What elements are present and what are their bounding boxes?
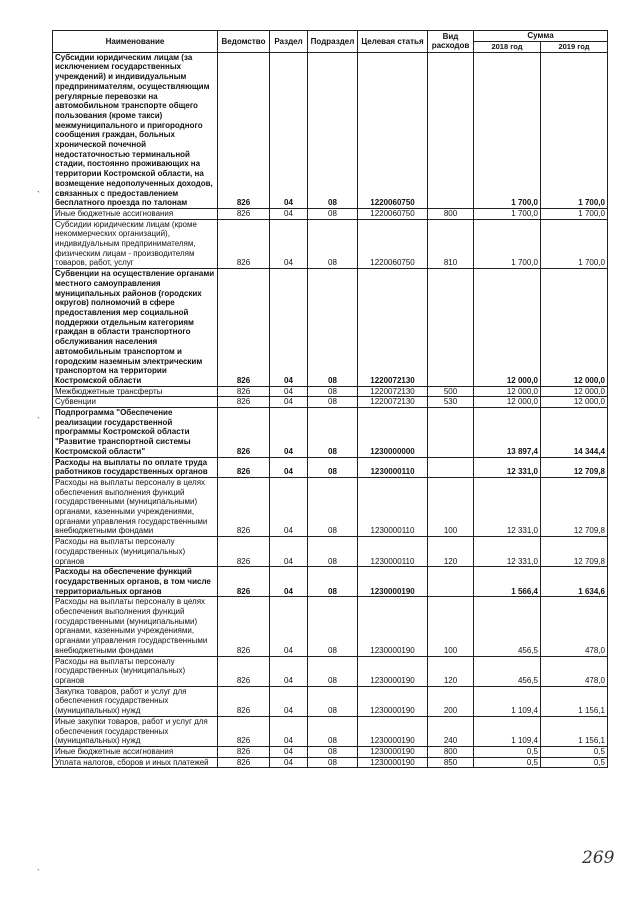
table-row [53, 408, 608, 458]
cell-name: Субвенции на осуществление органами местного самоуправления муниципальных районов (городских округов) полномочий в сфере предоставления мер социальной поддержки отдельным категориям граждан в области транспортного обслуживания населения автомобильным транспортом и городским наземным электрическим транспортом на территории Костромской области [53, 269, 218, 386]
cell-2018: 1 700,0 [474, 52, 541, 208]
cell-dept: 826 [218, 757, 270, 768]
budget-table [52, 30, 608, 768]
cell-dept: 826 [218, 477, 270, 536]
cell-name: Межбюджетные трансферты [53, 386, 218, 397]
cell-2018: 12 331,0 [474, 537, 541, 567]
header-2019: 2019 год [541, 42, 608, 53]
cell-kind: 530 [428, 397, 474, 408]
cell-section: 04 [270, 567, 308, 597]
cell-section: 04 [270, 269, 308, 386]
cell-target: 1220060750 [358, 52, 428, 208]
table-row [53, 716, 608, 746]
cell-dept: 826 [218, 537, 270, 567]
cell-subsection: 08 [308, 269, 358, 386]
cell-target: 1220060750 [358, 208, 428, 219]
cell-2018: 1 700,0 [474, 208, 541, 219]
scan-mark: ` [37, 190, 40, 200]
header-section: Раздел [270, 31, 308, 53]
cell-kind: 850 [428, 757, 474, 768]
cell-dept: 826 [218, 408, 270, 458]
cell-2018: 456,5 [474, 597, 541, 656]
cell-dept: 826 [218, 567, 270, 597]
cell-target: 1220060750 [358, 219, 428, 269]
cell-dept: 826 [218, 269, 270, 386]
table-body [53, 52, 608, 768]
cell-kind: 120 [428, 656, 474, 686]
cell-target: 1220072130 [358, 269, 428, 386]
cell-subsection: 08 [308, 686, 358, 716]
cell-2018: 0,5 [474, 746, 541, 757]
cell-subsection: 08 [308, 397, 358, 408]
cell-name: Расходы на выплаты персоналу в целях обеспечения выполнения функций государственными (муниципальными) органами, казенными учреждениями, органами управления государственными внебюджетными фондами [53, 477, 218, 536]
cell-section: 04 [270, 597, 308, 656]
cell-2018: 1 700,0 [474, 219, 541, 269]
table-row [53, 219, 608, 269]
cell-subsection: 08 [308, 208, 358, 219]
cell-kind: 100 [428, 477, 474, 536]
cell-dept: 826 [218, 716, 270, 746]
cell-subsection: 08 [308, 386, 358, 397]
cell-name: Иные бюджетные ассигнования [53, 208, 218, 219]
scan-mark: ` [37, 868, 40, 878]
cell-2019: 12 000,0 [541, 397, 608, 408]
cell-section: 04 [270, 656, 308, 686]
cell-2018: 1 109,4 [474, 686, 541, 716]
table-row [53, 656, 608, 686]
header-subsection: Подраздел [308, 31, 358, 53]
cell-section: 04 [270, 477, 308, 536]
cell-kind [428, 567, 474, 597]
header-2018: 2018 год [474, 42, 541, 53]
cell-subsection: 08 [308, 656, 358, 686]
cell-2018: 1 566,4 [474, 567, 541, 597]
cell-target: 1230000190 [358, 746, 428, 757]
cell-2018: 12 331,0 [474, 457, 541, 477]
cell-name: Закупка товаров, работ и услуг для обеспечения государственных (муниципальных) нужд [53, 686, 218, 716]
table-row [53, 477, 608, 536]
cell-name: Уплата налогов, сборов и иных платежей [53, 757, 218, 768]
cell-target: 1230000190 [358, 686, 428, 716]
cell-2019: 12 709,8 [541, 457, 608, 477]
cell-section: 04 [270, 746, 308, 757]
cell-target: 1230000110 [358, 537, 428, 567]
cell-subsection: 08 [308, 537, 358, 567]
cell-target: 1230000190 [358, 597, 428, 656]
cell-section: 04 [270, 219, 308, 269]
page-number: 269 [582, 848, 615, 868]
cell-2018: 12 000,0 [474, 397, 541, 408]
cell-section: 04 [270, 208, 308, 219]
table-row [53, 567, 608, 597]
cell-section: 04 [270, 397, 308, 408]
cell-section: 04 [270, 716, 308, 746]
header-kind: Вид расходов [428, 31, 474, 53]
cell-subsection: 08 [308, 408, 358, 458]
cell-kind: 500 [428, 386, 474, 397]
cell-dept: 826 [218, 208, 270, 219]
cell-2018: 456,5 [474, 656, 541, 686]
table-row [53, 757, 608, 768]
cell-dept: 826 [218, 457, 270, 477]
cell-dept: 826 [218, 386, 270, 397]
cell-kind: 240 [428, 716, 474, 746]
cell-dept: 826 [218, 597, 270, 656]
cell-dept: 826 [218, 656, 270, 686]
cell-kind [428, 457, 474, 477]
cell-name: Расходы на выплаты по оплате труда работников государственных органов [53, 457, 218, 477]
cell-subsection: 08 [308, 757, 358, 768]
cell-subsection: 08 [308, 716, 358, 746]
cell-kind [428, 269, 474, 386]
cell-subsection: 08 [308, 219, 358, 269]
cell-name: Субсидии юридическим лицам (кроме некоммерческих организаций), индивидуальным предпринимателям, физическим лицам - производителям товаров, работ, услуг [53, 219, 218, 269]
cell-2019: 1 634,6 [541, 567, 608, 597]
table-row [53, 746, 608, 757]
cell-section: 04 [270, 408, 308, 458]
cell-2018: 1 109,4 [474, 716, 541, 746]
cell-dept: 826 [218, 746, 270, 757]
cell-kind [428, 52, 474, 208]
cell-name: Подпрограмма "Обеспечение реализации государственной программы Костромской области "Развитие транспортной системы Костромской области" [53, 408, 218, 458]
cell-section: 04 [270, 457, 308, 477]
cell-name: Расходы на выплаты персоналу в целях обеспечения выполнения функций государственными (муниципальными) органами, казенными учреждениями, органами управления государственными внебюджетными фондами [53, 597, 218, 656]
cell-name: Расходы на обеспечение функций государственных органов, в том числе территориальных органов [53, 567, 218, 597]
cell-name: Иные закупки товаров, работ и услуг для обеспечения государственных (муниципальных) нужд [53, 716, 218, 746]
cell-2019: 0,5 [541, 757, 608, 768]
cell-target: 1230000190 [358, 567, 428, 597]
scan-mark: ` [37, 416, 40, 426]
cell-2019: 1 156,1 [541, 686, 608, 716]
cell-target: 1230000000 [358, 408, 428, 458]
table-row [53, 269, 608, 386]
cell-subsection: 08 [308, 477, 358, 536]
cell-subsection: 08 [308, 52, 358, 208]
cell-2019: 478,0 [541, 656, 608, 686]
cell-2018: 12 000,0 [474, 269, 541, 386]
cell-name: Расходы на выплаты персоналу государственных (муниципальных) органов [53, 656, 218, 686]
cell-target: 1230000190 [358, 757, 428, 768]
cell-kind: 810 [428, 219, 474, 269]
header-target: Целевая статья [358, 31, 428, 53]
cell-2019: 12 000,0 [541, 269, 608, 386]
cell-target: 1230000190 [358, 716, 428, 746]
cell-kind: 120 [428, 537, 474, 567]
cell-kind [428, 408, 474, 458]
cell-section: 04 [270, 52, 308, 208]
cell-name: Расходы на выплаты персоналу государственных (муниципальных) органов [53, 537, 218, 567]
cell-dept: 826 [218, 686, 270, 716]
cell-kind: 200 [428, 686, 474, 716]
cell-kind: 100 [428, 597, 474, 656]
cell-2019: 1 700,0 [541, 208, 608, 219]
table-row [53, 386, 608, 397]
table-row [53, 208, 608, 219]
cell-2019: 1 156,1 [541, 716, 608, 746]
cell-section: 04 [270, 537, 308, 567]
cell-dept: 826 [218, 52, 270, 208]
header-sum: Сумма [474, 31, 608, 42]
cell-subsection: 08 [308, 597, 358, 656]
cell-dept: 826 [218, 219, 270, 269]
cell-section: 04 [270, 686, 308, 716]
cell-2019: 12 709,8 [541, 537, 608, 567]
table-row [53, 52, 608, 208]
cell-subsection: 08 [308, 567, 358, 597]
cell-target: 1220072130 [358, 397, 428, 408]
cell-2019: 12 000,0 [541, 386, 608, 397]
cell-2018: 12 000,0 [474, 386, 541, 397]
cell-dept: 826 [218, 397, 270, 408]
cell-kind: 800 [428, 208, 474, 219]
header-name: Наименование [53, 31, 218, 53]
cell-target: 1230000110 [358, 457, 428, 477]
cell-name: Субвенции [53, 397, 218, 408]
table-row [53, 597, 608, 656]
cell-2019: 14 344,4 [541, 408, 608, 458]
table-row [53, 537, 608, 567]
table-row [53, 686, 608, 716]
cell-2019: 478,0 [541, 597, 608, 656]
cell-2019: 12 709,8 [541, 477, 608, 536]
cell-section: 04 [270, 757, 308, 768]
cell-subsection: 08 [308, 457, 358, 477]
cell-2018: 13 897,4 [474, 408, 541, 458]
cell-2018: 0,5 [474, 757, 541, 768]
cell-subsection: 08 [308, 746, 358, 757]
cell-2019: 0,5 [541, 746, 608, 757]
cell-target: 1220072130 [358, 386, 428, 397]
cell-target: 1230000190 [358, 656, 428, 686]
cell-name: Иные бюджетные ассигнования [53, 746, 218, 757]
cell-2018: 12 331,0 [474, 477, 541, 536]
cell-section: 04 [270, 386, 308, 397]
cell-kind: 800 [428, 746, 474, 757]
cell-name: Субсидии юридическим лицам (за исключением государственных учреждений) и индивидуальным предпринимателям, осуществляющим регулярные перевозки на автомобильном транспорте общего пользования (кроме такси) межмуниципального и пригородного сообщения граждан, больных хронической почечной недостаточностью терминальной стадии, постоянно проживающих на территории Костромской области, на возмещение недополученных доходов, связанных с предоставлением бесплатного проезда по талонам [53, 52, 218, 208]
cell-2019: 1 700,0 [541, 52, 608, 208]
table-row [53, 457, 608, 477]
table-row [53, 397, 608, 408]
cell-target: 1230000110 [358, 477, 428, 536]
cell-2019: 1 700,0 [541, 219, 608, 269]
header-dept: Ведомство [218, 31, 270, 53]
